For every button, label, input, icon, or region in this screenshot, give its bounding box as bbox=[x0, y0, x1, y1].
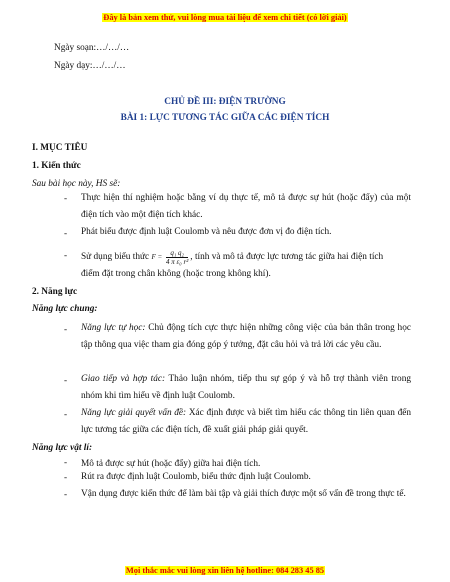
bullet-dash: - bbox=[64, 473, 68, 484]
knowledge-intro: Sau bài học này, HS sẽ: bbox=[32, 178, 121, 189]
teach-date: Ngày dạy:…/…/… bbox=[54, 60, 126, 71]
hotline-banner-text: Mọi thắc mắc vui lòng xin liên hệ hotline: 084 283 45 85 bbox=[125, 566, 325, 575]
formula-denominator: 4 π ε₀ r² bbox=[166, 258, 189, 267]
section-heading-objectives: I. MỤC TIÊU bbox=[32, 143, 88, 154]
hotline-banner bbox=[0, 566, 450, 575]
general-item-text: Chủ động tích cực thực hiện những công việc của bản thân trong học tập thông qua việc tham gia đóng góp ý tưởng, đặt câu hỏi và trả lời các yêu cầu. bbox=[81, 323, 411, 351]
physics-item-2: Rút ra được định luật Coulomb, biểu thức định luật Coulomb. bbox=[81, 471, 311, 482]
physics-item-3: Vận dụng được kiến thức để làm bài tập và giải thích được một số vấn đề trong thực tế. bbox=[81, 488, 406, 499]
lesson-title: BÀI 1: LỰC TƯƠNG TÁC GIỮA CÁC ĐIỆN TÍCH bbox=[120, 113, 330, 124]
general-item-label: Giao tiếp và hợp tác: bbox=[81, 374, 166, 385]
general-item-label: Năng lực tự học: bbox=[81, 323, 146, 334]
knowledge-item-2: Phát biểu được định luật Coulomb và nêu được đơn vị đo điện tích. bbox=[81, 227, 332, 238]
knowledge-item-1: Thực hiện thí nghiệm hoặc bằng ví dụ thực tế, mô tả được sự hút (hoặc đẩy) của một điện tích vào một điện tích khác. bbox=[81, 192, 411, 220]
formula-lhs: F = bbox=[151, 253, 163, 262]
preview-banner-text: Đây là bản xem thử, vui lòng mua tài liệu để xem chi tiết (có lời giải) bbox=[103, 13, 347, 22]
bullet-dash: - bbox=[64, 228, 68, 239]
chapter-title: CHỦ ĐỀ III: ĐIỆN TRƯỜNG bbox=[164, 96, 286, 107]
competence-heading: 2. Năng lực bbox=[32, 286, 78, 297]
coulomb-formula bbox=[152, 245, 191, 269]
bullet-dash: - bbox=[64, 409, 68, 420]
general-item-text: Xác định được và biết tìm hiểu các thông tin liên quan đến lực tương tác giữa các điện tích, đề xuất giải pháp giải quyết. bbox=[81, 408, 411, 436]
physics-item-1: Mô tả được sự hút (hoặc đẩy) giữa hai điện tích. bbox=[81, 459, 261, 470]
bullet-dash: - bbox=[64, 458, 68, 469]
knowledge-item-3-suffix: , tính và mô tả được lực tương tác giữa hai điện tích bbox=[190, 252, 384, 263]
knowledge-heading: 1. Kiến thức bbox=[32, 160, 81, 171]
knowledge-item-3-continuation: điểm đặt trong chân không (hoặc trong không khí). bbox=[81, 269, 271, 280]
formula-fraction bbox=[166, 249, 188, 266]
bullet-dash: - bbox=[64, 251, 68, 262]
general-item-communication bbox=[81, 371, 411, 405]
general-item-text: Thảo luận nhóm, tiếp thu sự góp ý và hỗ trợ thành viên trong nhóm khi tìm hiểu về định luật Coulomb. bbox=[81, 374, 411, 402]
preview-banner bbox=[0, 13, 450, 22]
bullet-dash: - bbox=[64, 194, 68, 205]
bullet-dash: - bbox=[64, 375, 68, 386]
knowledge-item-3-prefix: Sử dụng biểu thức bbox=[81, 252, 150, 263]
general-item-problem-solving bbox=[81, 405, 411, 439]
general-item-label: Năng lực giải quyết vấn đề: bbox=[81, 408, 187, 419]
bullet-dash: - bbox=[64, 489, 68, 500]
bullet-dash: - bbox=[64, 324, 68, 335]
knowledge-item-3 bbox=[81, 245, 383, 269]
general-competence-heading: Năng lực chung: bbox=[32, 304, 98, 315]
physics-competence-heading: Năng lực vật lí: bbox=[32, 442, 93, 453]
prep-date: Ngày soạn:…/…/… bbox=[54, 43, 130, 54]
formula-numerator: q₁ q₂ bbox=[166, 249, 188, 258]
general-item-self-study bbox=[81, 320, 411, 354]
